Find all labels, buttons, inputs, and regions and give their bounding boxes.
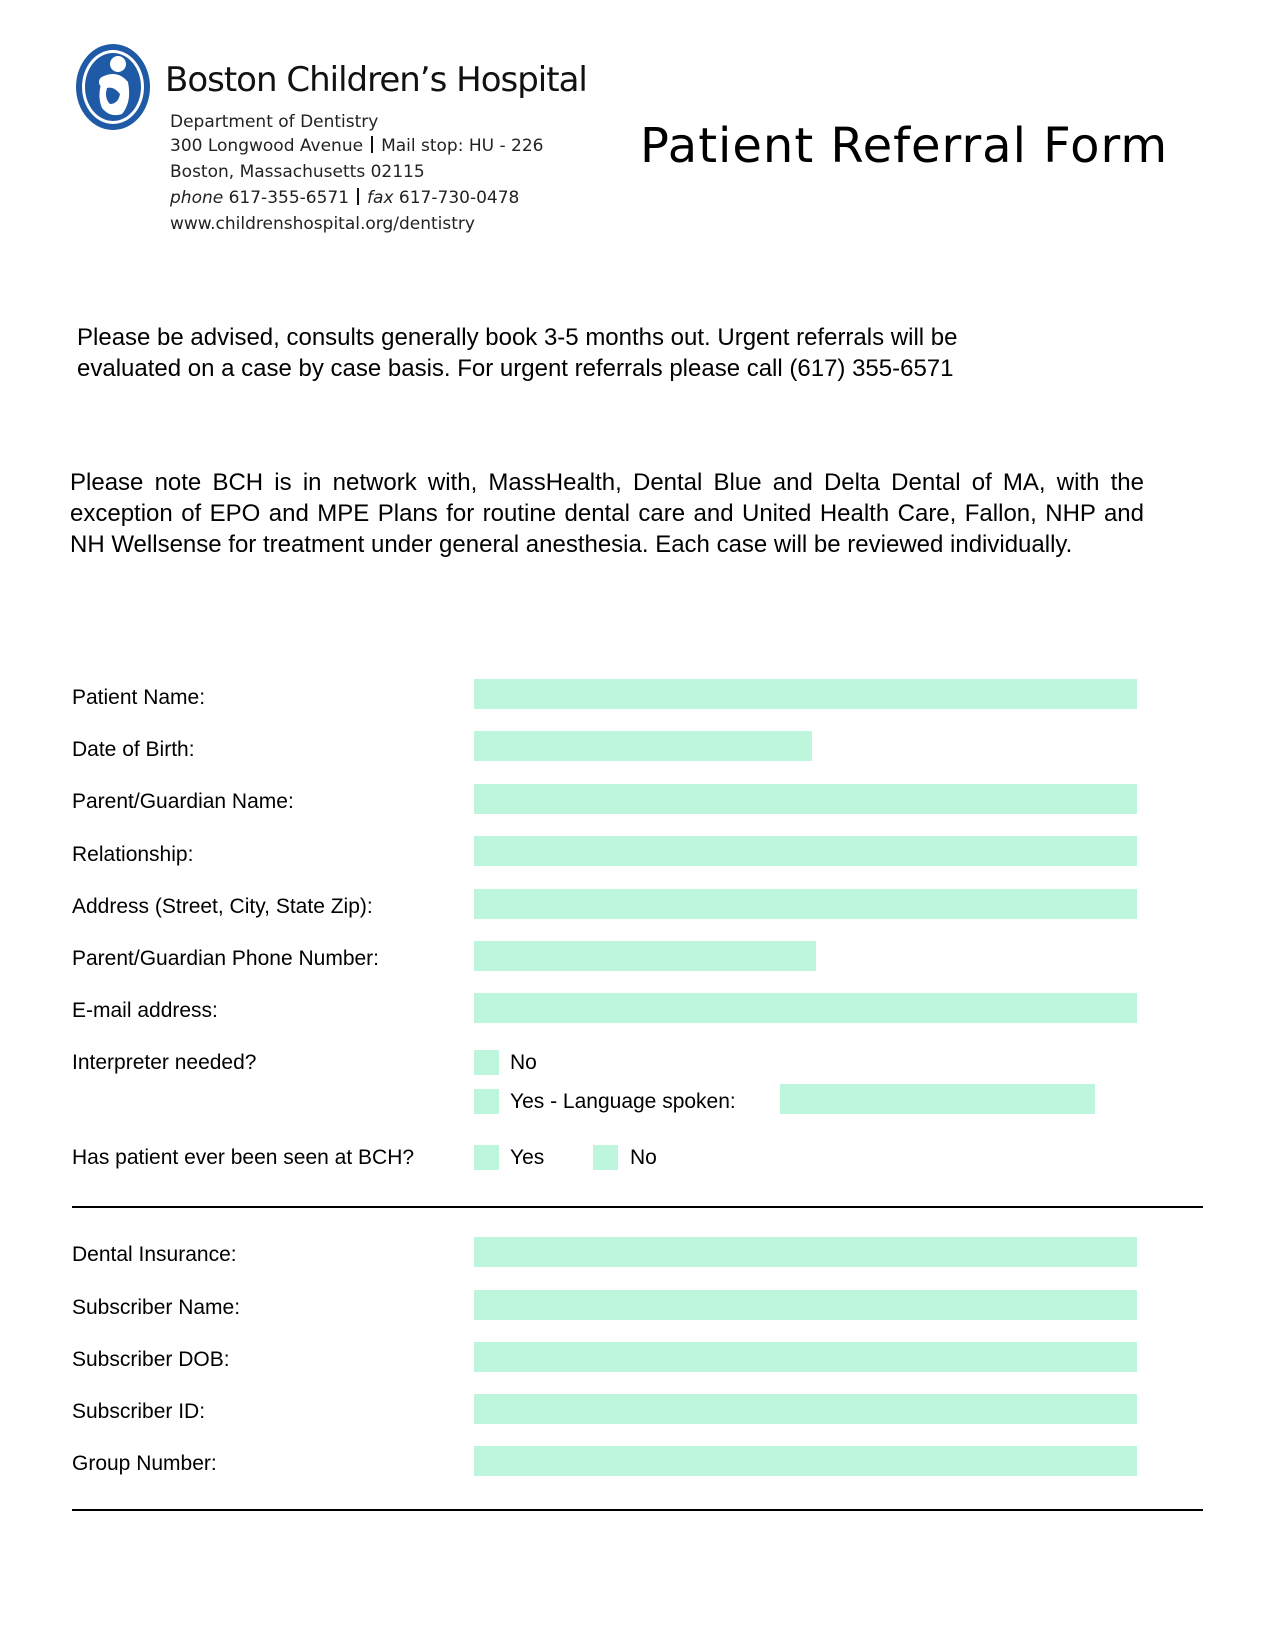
dob-field[interactable] [474,731,812,761]
hospital-logo [74,42,152,132]
group-number-field[interactable] [474,1446,1137,1476]
subscriber-name-label: Subscriber Name: [72,1296,241,1319]
mail-stop: Mail stop: HU - 226 [381,136,544,156]
section-divider [72,1206,1203,1208]
website-link[interactable]: www.childrenshospital.org/dentistry [170,214,475,234]
interpreter-label: Interpreter needed? [72,1051,257,1074]
interpreter-yes-label: Yes - Language spoken: [510,1090,736,1113]
relationship-field[interactable] [474,836,1137,866]
booking-notice: Please be advised, consults generally book 3-5 months out. Urgent referrals will be evaluated on a case by case basis. For urgent referrals please call (617) 355-6571 [77,324,958,382]
interpreter-no-checkbox[interactable] [474,1050,499,1075]
separator [357,188,359,205]
email-field[interactable] [474,993,1137,1023]
guardian-phone-label: Parent/Guardian Phone Number: [72,947,380,970]
dental-insurance-label: Dental Insurance: [72,1243,237,1266]
email-label: E-mail address: [72,999,218,1022]
patient-name-field[interactable] [474,679,1137,709]
subscriber-id-label: Subscriber ID: [72,1400,206,1423]
subscriber-id-field[interactable] [474,1394,1137,1424]
relationship-label: Relationship: [72,843,194,866]
guardian-phone-field[interactable] [474,941,816,971]
street-address-line [170,136,543,156]
patient-name-label: Patient Name: [72,686,206,709]
city-line: Boston, Massachusetts 02115 [170,162,425,182]
guardian-name-field[interactable] [474,784,1137,814]
network-notice: Please note BCH is in network with, MassHealth, Dental Blue and Delta Dental of MA, with the exception of EPO and MPE Plans for routine dental care and United Health Care, Fallon, NHP and NH Wellsense for treatment under general anesthesia. Each case will be reviewed individually. [70,469,1144,558]
seen-at-bch-no-checkbox[interactable] [593,1145,618,1170]
seen-at-bch-yes-checkbox[interactable] [474,1145,499,1170]
language-spoken-field[interactable] [780,1084,1095,1114]
interpreter-yes-checkbox[interactable] [474,1089,499,1114]
phone-label: phone [170,188,224,208]
subscriber-dob-field[interactable] [474,1342,1137,1372]
separator [371,136,373,153]
street-address: 300 Longwood Avenue [170,136,364,156]
fax-number: 617-730-0478 [398,188,520,208]
page-title: Patient Referral Form [640,118,1169,174]
interpreter-no-label: No [510,1051,537,1074]
fax-label: fax [367,188,394,208]
dental-insurance-field[interactable] [474,1237,1137,1267]
seen-at-bch-label: Has patient ever been seen at BCH? [72,1146,415,1169]
seen-at-bch-no-label: No [630,1146,657,1169]
org-name: Boston Children’s Hospital [165,60,587,100]
section-divider [72,1509,1203,1511]
subscriber-dob-label: Subscriber DOB: [72,1348,230,1371]
address-field[interactable] [474,889,1137,919]
department-name: Department of Dentistry [170,112,379,132]
group-number-label: Group Number: [72,1452,217,1475]
contact-line [170,188,519,208]
dob-label: Date of Birth: [72,738,195,761]
address-label: Address (Street, City, State Zip): [72,895,373,918]
guardian-name-label: Parent/Guardian Name: [72,790,294,813]
subscriber-name-field[interactable] [474,1290,1137,1320]
seen-at-bch-yes-label: Yes [510,1146,545,1169]
phone-number: 617-355-6571 [228,188,350,208]
